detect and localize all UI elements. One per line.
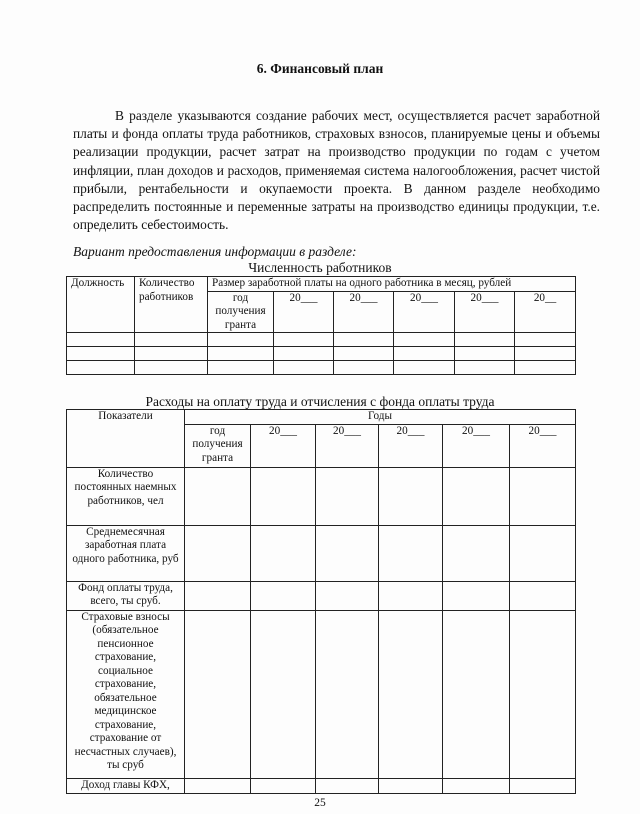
page-number: 25 <box>314 797 326 809</box>
year-header: 20___ <box>316 424 379 467</box>
col-count: Количество работников <box>135 277 208 333</box>
row-label: Среднемесячная заработная плата одного работника, руб <box>67 525 185 581</box>
year-header: 20___ <box>274 291 334 333</box>
year-grant-header: год получения гранта <box>185 424 251 467</box>
year-header: 20___ <box>455 291 515 333</box>
year-header: 20___ <box>251 424 316 467</box>
year-header: 20___ <box>379 424 443 467</box>
table-row <box>67 610 576 778</box>
row-label: Фонд оплаты труда, всего, ты сруб. <box>67 581 185 610</box>
col-salary: Размер заработной платы на одного работника в месяц, рублей <box>208 277 576 292</box>
table-row <box>67 347 576 361</box>
row-label: Доход главы КФХ, <box>67 778 185 793</box>
row-label: Количество постоянных наемных работников, чел <box>67 467 185 525</box>
workers-table <box>66 276 576 375</box>
col-indicators: Показатели <box>67 410 185 468</box>
table-row <box>67 361 576 375</box>
table-row <box>67 778 576 793</box>
year-grant-header: год получения гранта <box>208 291 274 333</box>
table2-title: Расходы на оплату труда и отчисления с фонда оплаты труда <box>145 394 495 409</box>
table-row <box>67 581 576 610</box>
variant-label: Вариант предоставления информации в разделе: <box>73 244 357 259</box>
col-years: Годы <box>185 410 576 425</box>
labor-costs-table <box>66 409 576 794</box>
year-header: 20___ <box>334 291 394 333</box>
col-position: Должность <box>67 277 135 333</box>
year-header: 20___ <box>510 424 576 467</box>
row-label: Страховые взносы (обязательное пенсионное страхование, социальное страхование, обязательное медицинское страхование, страхование от несчастных случаев), ты сруб <box>67 610 185 778</box>
year-header: 20___ <box>394 291 455 333</box>
intro-paragraph: В разделе указываются создание рабочих мест, осуществляется расчет заработной платы и фонда оплаты труда работников, страховых взносов, планируемые цены и объемы реализации продукции, расчет затрат на производство продукции по годам с учетом инфляции, план доходов и расходов, применяемая система налогообложения, расчет чистой прибыли, рентабельности и окупаемости проекта. В данном разделе необходимо распределить постоянные и переменные затраты на производство единицы продукции, т.е. определить себестоимость. <box>73 108 600 233</box>
table-row <box>67 467 576 525</box>
section-heading: 6. Финансовый план <box>256 61 384 76</box>
table-row <box>67 525 576 581</box>
year-header: 20__ <box>515 291 576 333</box>
table1-title: Численность работников <box>248 260 392 275</box>
year-header: 20___ <box>443 424 510 467</box>
table-row <box>67 333 576 347</box>
